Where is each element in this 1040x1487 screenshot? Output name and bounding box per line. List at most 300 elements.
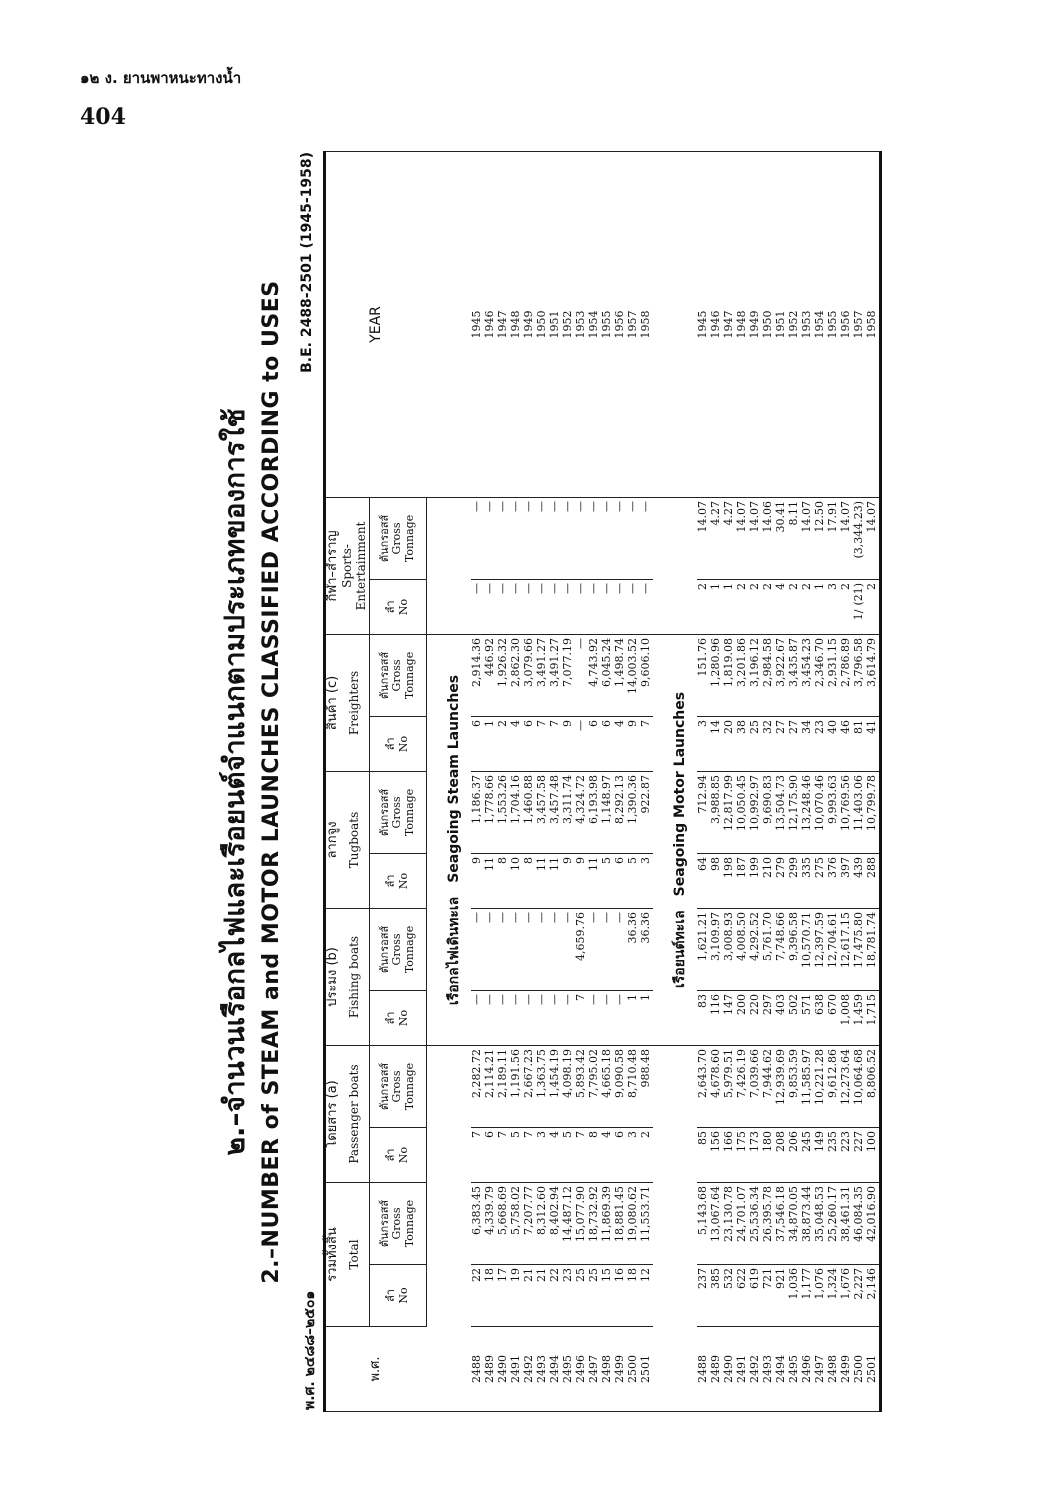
cell-total-no: 21 (521, 1268, 535, 1282)
column-spt-no (697, 579, 881, 634)
title-english: 2.–NUMBER of STEAM and MOTOR LAUNCHES CLASSIFIED ACCORDING to USES (259, 280, 284, 1284)
cell-year: 1949 (521, 310, 535, 339)
column-tug-no (697, 853, 881, 908)
cell-tug-no: 397 (838, 856, 852, 878)
header-sports-th: กีฬา–สำราญ (325, 497, 341, 634)
tug-no-header: ลำ No (369, 853, 426, 908)
cell-pass-gt: 7,426.19 (734, 1048, 748, 1098)
cell-pass-no: 245 (799, 1131, 813, 1152)
cell-tug-gt: 9,690.83 (760, 774, 774, 824)
cell-tug-no: 10 (508, 856, 522, 871)
cell-tug-no: 8 (521, 856, 535, 864)
cell-tug-gt: 8,292.13 (612, 774, 626, 824)
cell-spt-no: 2 (747, 582, 761, 590)
cell-total-no: 18 (625, 1268, 639, 1282)
column-total-gt (471, 1183, 653, 1265)
cell-spt-no: 2 (864, 582, 878, 590)
cell-tug-no: 9 (573, 856, 587, 864)
section-title-english: Seagoing Steam Launches (445, 674, 462, 883)
cell-pass-no: 4 (599, 1131, 613, 1138)
cell-pass-gt: 2,643.70 (695, 1048, 709, 1098)
cell-tug-gt: 13,504.73 (773, 774, 787, 831)
cell-tug-gt: 3,311.74 (560, 774, 574, 824)
cell-tug-no: 9 (560, 856, 574, 864)
cell-frt-no: 2 (495, 719, 509, 727)
cell-spt-gt: 4.27 (708, 500, 722, 526)
cell-year: 1952 (560, 310, 574, 339)
cell-pass-no: 5 (508, 1131, 522, 1138)
fishing-gross-header: ตันกรอสส์ Gross Tonnage (369, 908, 426, 990)
cell-total-no: 921 (773, 1268, 787, 1289)
cell-pass-gt: 2,282.72 (469, 1048, 483, 1098)
cell-fish-no: — (495, 993, 509, 1005)
cell-frt-no: 81 (851, 719, 865, 734)
cell-spt-no: 1 (708, 582, 722, 590)
cell-pass-no: 7 (469, 1131, 483, 1138)
cell-be: 2490 (721, 1355, 735, 1383)
cell-fish-no: 502 (786, 993, 800, 1015)
column-tug-gt (697, 771, 881, 853)
cell-total-gt: 35,048.53 (812, 1186, 826, 1242)
cell-tug-gt: 712.94 (695, 774, 709, 814)
cell-year: 1952 (786, 310, 800, 339)
column-be (697, 1327, 881, 1412)
cell-frt-gt: 151.76 (695, 637, 709, 677)
cell-pass-no: 5 (560, 1131, 574, 1138)
cell-be: 2496 (799, 1355, 813, 1383)
cell-pass-gt: 8,710.48 (625, 1048, 639, 1098)
cell-total-no: 1,324 (825, 1268, 839, 1300)
cell-tug-no: 279 (773, 856, 787, 878)
column-year (697, 151, 881, 497)
cell-frt-gt: 3,796.58 (851, 637, 865, 687)
cell-tug-gt: 1,460.88 (521, 774, 535, 824)
cell-tug-no: 288 (864, 856, 878, 878)
cell-tug-no: 64 (695, 856, 709, 871)
cell-pass-no: 6 (482, 1131, 496, 1138)
column-frt-gt (697, 634, 881, 716)
cell-fish-no: — (599, 993, 613, 1005)
cell-year: 1954 (812, 310, 826, 339)
cell-pass-no: 175 (734, 1131, 748, 1152)
cell-spt-gt: 14.07 (799, 500, 813, 533)
cell-spt-no: 2 (786, 582, 800, 590)
cell-fish-gt: — (547, 911, 561, 923)
cell-spt-gt: — (599, 500, 613, 512)
footnote-mark: 1/ (851, 609, 865, 621)
cell-total-no: 1,676 (838, 1268, 852, 1300)
cell-total-no: 25 (586, 1268, 600, 1282)
cell-pass-gt: 4,098.19 (560, 1048, 574, 1098)
header-total-en: Total (341, 1183, 369, 1327)
cell-tug-no: 6 (612, 856, 626, 864)
cell-total-gt: 37,546.18 (773, 1186, 787, 1242)
cell-total-gt: 5,668.69 (495, 1186, 509, 1235)
column-frt-no (471, 716, 653, 771)
cell-pass-gt: 8,806.52 (864, 1048, 878, 1098)
cell-be: 2495 (786, 1355, 800, 1383)
cell-total-no: 18 (482, 1268, 496, 1282)
cell-be: 2500 (851, 1355, 865, 1383)
cell-be: 2498 (825, 1355, 839, 1383)
cell-fish-gt: 9,396.58 (786, 911, 800, 961)
cell-total-gt: 46,084.35 (851, 1186, 865, 1242)
cell-spt-no: 3 (825, 582, 839, 590)
cell-spt-gt: 14.07 (695, 500, 709, 533)
cell-spt-no: — (560, 582, 574, 594)
cell-year: 1951 (773, 310, 787, 339)
column-pass-gt (697, 1045, 881, 1127)
cell-fish-gt: 36.36 (638, 911, 652, 944)
cell-fish-gt: 12,617.15 (838, 911, 852, 968)
cell-be: 2496 (573, 1355, 587, 1383)
cell-frt-no: 7 (534, 719, 548, 727)
cell-tug-no: 275 (812, 856, 826, 878)
cell-total-gt: 26,395.78 (760, 1186, 774, 1242)
cell-tug-no: 11 (547, 856, 561, 871)
cell-be: 2488 (695, 1355, 709, 1383)
column-fish-no (697, 990, 881, 1045)
cell-spt-no: 2 (838, 582, 852, 590)
period-thai-label: พ.ศ. ๒๔๘๘–๒๕๐๑ (302, 1290, 318, 1410)
cell-frt-no: 6 (521, 719, 535, 727)
cell-total-gt: 34,870.05 (786, 1186, 800, 1242)
fishing-no-header: ลำ No (369, 990, 426, 1045)
total-gross-header: ตันกรอสส์ Gross Tonnage (369, 1183, 426, 1265)
cell-fish-gt: — (586, 911, 600, 923)
cell-total-gt: 5,758.02 (508, 1186, 522, 1235)
cell-frt-gt: 3,922.67 (773, 637, 787, 687)
cell-spt-gt: 30.41 (773, 500, 787, 533)
cell-be: 2492 (747, 1355, 761, 1383)
cell-be: 2488 (469, 1355, 483, 1383)
cell-pass-no: 7 (521, 1131, 535, 1138)
cell-pass-no: 3 (625, 1131, 639, 1138)
cell-tug-no: 439 (851, 856, 865, 878)
cell-fish-no: — (586, 993, 600, 1005)
section-title-thai: เรือกลไฟเดินทะเล (445, 896, 462, 1006)
cell-year: 1958 (638, 310, 652, 339)
cell-tug-gt: 4,324.72 (573, 774, 587, 824)
sports-no-header: ลำ No (369, 579, 426, 634)
cell-fish-no: 297 (760, 993, 774, 1015)
column-pass-gt (471, 1045, 653, 1127)
passenger-gross-header: ตันกรอสส์ Gross Tonnage (369, 1045, 426, 1127)
cell-total-gt: 18,881.45 (612, 1186, 626, 1242)
cell-be: 2494 (773, 1355, 787, 1383)
cell-fish-gt: 7,748.66 (773, 911, 787, 961)
cell-spt-gt: 14.07 (747, 500, 761, 533)
cell-pass-no: 149 (812, 1131, 826, 1152)
cell-total-no: 22 (547, 1268, 561, 1282)
cell-spt-gt: — (547, 500, 561, 512)
cell-spt-gt: 4.27 (721, 500, 735, 526)
cell-tug-gt: 10,769.56 (838, 774, 852, 831)
cell-fish-gt: 12,397.59 (812, 911, 826, 968)
cell-total-no: 19 (508, 1268, 522, 1282)
cell-tug-gt: 13,248.46 (799, 774, 813, 831)
cell-pass-no: 208 (773, 1131, 787, 1152)
cell-pass-gt: 7,795.02 (586, 1048, 600, 1098)
cell-spt-no: 1 (812, 582, 826, 590)
cell-pass-gt: 1,191.56 (508, 1048, 522, 1098)
sports-gross-header: ตันกรอสส์ Gross Tonnage (369, 497, 426, 579)
cell-pass-gt: 2,114.21 (482, 1048, 496, 1098)
cell-fish-no: 116 (708, 993, 722, 1015)
cell-spt-gt: 14.07 (838, 500, 852, 533)
cell-fish-gt: 3,008.93 (721, 911, 735, 961)
cell-fish-gt: 4,008.50 (734, 911, 748, 961)
cell-fish-no: 1 (625, 993, 639, 1001)
cell-spt-no: — (508, 582, 522, 594)
cell-pass-gt: 1,363.75 (534, 1048, 548, 1098)
cell-frt-no: 7 (638, 719, 652, 727)
cell-frt-gt: 3,491.27 (534, 637, 548, 687)
cell-tug-no: 11 (482, 856, 496, 871)
cell-year: 1953 (799, 310, 813, 339)
passenger-no-header: ลำ No (369, 1128, 426, 1183)
cell-pass-gt: 9,612.86 (825, 1048, 839, 1098)
column-total-gt (697, 1183, 881, 1265)
cell-frt-gt: 1,280.96 (708, 637, 722, 687)
cell-fish-gt: — (560, 911, 574, 923)
cell-frt-no: 46 (838, 719, 852, 734)
cell-pass-no: 2 (638, 1131, 652, 1138)
cell-be: 2493 (760, 1355, 774, 1383)
cell-frt-no: 14 (708, 719, 722, 734)
cell-total-gt: 8,312.60 (534, 1186, 548, 1235)
cell-pass-gt: 12,273.64 (838, 1048, 852, 1105)
cell-pass-no: 7 (573, 1131, 587, 1138)
cell-be: 2491 (734, 1355, 748, 1383)
cell-total-no: 17 (495, 1268, 509, 1282)
cell-total-gt: 4,339.79 (482, 1186, 496, 1235)
cell-spt-no: 1 (721, 582, 735, 590)
cell-spt-no: — (573, 582, 587, 594)
cell-frt-gt: 6,045.24 (599, 637, 613, 687)
cell-tug-no: 8 (495, 856, 509, 864)
cell-fish-gt: 1,621.21 (695, 911, 709, 961)
cell-frt-gt: 3,454.23 (799, 637, 813, 687)
cell-frt-gt: 14,003.52 (625, 637, 639, 694)
cell-year: 1955 (599, 310, 613, 339)
cell-be: 2492 (521, 1355, 535, 1383)
cell-year: 1946 (708, 310, 722, 339)
cell-total-no: 622 (734, 1268, 748, 1289)
column-total-no (471, 1265, 653, 1327)
cell-year: 1948 (508, 310, 522, 339)
title-thai: ๒.–จำนวนเรือกลไฟและเรือยนต์จำแนกตามประเภทของการใช้ (218, 408, 251, 1156)
cell-year: 1957 (851, 310, 865, 339)
cell-be: 2499 (612, 1355, 626, 1383)
cell-year: 1946 (482, 310, 496, 339)
cell-total-gt: 42,016.90 (864, 1186, 878, 1242)
section-title-english: Seagoing Motor Launches (671, 691, 688, 897)
cell-frt-no: 32 (760, 719, 774, 734)
column-fish-gt (697, 908, 881, 990)
cell-tug-gt: 1,704.16 (508, 774, 522, 824)
cell-fish-no: — (547, 993, 561, 1005)
cell-frt-gt: 4,743.92 (586, 637, 600, 687)
cell-pass-no: 180 (760, 1131, 774, 1152)
cell-fish-no: — (469, 993, 483, 1005)
cell-spt-no: — (599, 582, 613, 594)
cell-spt-gt: — (573, 500, 587, 512)
cell-frt-no: 23 (812, 719, 826, 734)
header-be: พ.ศ. (325, 1327, 427, 1412)
header-freight-en: Freighters (341, 634, 369, 771)
cell-frt-gt: 3,614.79 (864, 637, 878, 687)
column-frt-no (697, 716, 881, 771)
cell-frt-gt: 3,079.66 (521, 637, 535, 687)
cell-spt-no: 2 (734, 582, 748, 590)
cell-tug-no: 199 (747, 856, 761, 878)
cell-be: 2493 (534, 1355, 548, 1383)
cell-spt-gt: — (638, 500, 652, 512)
cell-pass-no: 166 (721, 1131, 735, 1152)
cell-frt-no: 6 (586, 719, 600, 727)
cell-pass-gt: 11,585.97 (799, 1048, 813, 1105)
cell-frt-gt: 1,498.74 (612, 637, 626, 687)
cell-tug-gt: 6,193.98 (586, 774, 600, 824)
cell-total-no: 2,227 (851, 1268, 865, 1300)
cell-fish-no: 1,008 (838, 993, 852, 1026)
cell-be: 2489 (708, 1355, 722, 1383)
cell-spt-no: 4 (773, 582, 787, 590)
cell-frt-no: — (573, 719, 587, 731)
cell-fish-no: — (521, 993, 535, 1005)
section-title-thai: เรือยนต์ทะเล (671, 910, 688, 989)
cell-fish-no: 1 (638, 993, 652, 1001)
cell-spt-no: — (521, 582, 535, 594)
cell-tug-no: 198 (721, 856, 735, 878)
cell-total-no: 619 (747, 1268, 761, 1289)
cell-spt-gt: 12.50 (812, 500, 826, 533)
cell-fish-gt: — (534, 911, 548, 923)
cell-frt-no: 9 (625, 719, 639, 727)
cell-fish-gt: 12,704.61 (825, 911, 839, 968)
cell-spt-gt: 14.07 (864, 500, 878, 533)
cell-pass-no: 173 (747, 1131, 761, 1152)
cell-spt-no: — (547, 582, 561, 594)
cell-tug-gt: 10,799.78 (864, 774, 878, 831)
cell-pass-gt: 7,039.66 (747, 1048, 761, 1098)
page-number: 404 (80, 104, 126, 130)
cell-tug-gt: 12,817.99 (721, 774, 735, 831)
column-frt-gt (471, 634, 653, 716)
cell-total-gt: 11,553.71 (638, 1186, 652, 1242)
cell-frt-no: 27 (786, 719, 800, 734)
cell-total-no: 1,036 (786, 1268, 800, 1300)
cell-tug-no: 376 (825, 856, 839, 878)
cell-tug-gt: 1,390.36 (625, 774, 639, 824)
cell-year: 1950 (760, 310, 774, 339)
cell-frt-no: 27 (773, 719, 787, 734)
cell-total-gt: 13,067.64 (708, 1186, 722, 1242)
column-tug-gt (471, 771, 653, 853)
cell-fish-gt: 36.36 (625, 911, 639, 944)
cell-tug-no: 5 (599, 856, 613, 864)
column-fish-no (471, 990, 653, 1045)
cell-fish-no: 571 (799, 993, 813, 1015)
section-title-row (653, 151, 697, 1411)
cell-tug-no: 210 (760, 856, 774, 878)
column-fish-gt (471, 908, 653, 990)
cell-frt-gt: 2,914.36 (469, 637, 483, 687)
cell-year: 1951 (547, 310, 561, 339)
launches-table (323, 151, 882, 1412)
cell-total-gt: 8,402.94 (547, 1186, 561, 1235)
cell-tug-no: 5 (625, 856, 639, 864)
cell-fish-gt: — (521, 911, 535, 923)
column-pass-no (697, 1128, 881, 1183)
cell-spt-no: 2 (799, 582, 813, 590)
cell-spt-gt: 17.91 (825, 500, 839, 533)
cell-year: 1956 (838, 310, 852, 339)
cell-frt-gt: 2,786.89 (838, 637, 852, 687)
cell-frt-gt: 2,984.58 (760, 637, 774, 687)
cell-fish-no: 638 (812, 993, 826, 1015)
cell-pass-no: 3 (534, 1131, 548, 1138)
cell-tug-no: 9 (469, 856, 483, 864)
column-pass-no (471, 1128, 653, 1183)
cell-year: 1947 (721, 310, 735, 339)
cell-tug-gt: 1,148.97 (599, 774, 613, 824)
cell-frt-gt: 1,926.32 (495, 637, 509, 687)
cell-fish-gt: — (482, 911, 496, 923)
cell-fish-gt: 17,475.80 (851, 911, 865, 968)
cell-fish-gt: 18,781.74 (864, 911, 878, 968)
cell-pass-no: 235 (825, 1131, 839, 1152)
cell-pass-gt: 2,189.11 (495, 1048, 509, 1098)
titles-block (195, 152, 325, 1412)
cell-tug-gt: 922.87 (638, 774, 652, 814)
cell-frt-gt: — (573, 637, 587, 649)
cell-total-no: 1,076 (812, 1268, 826, 1300)
cell-fish-no: 670 (825, 993, 839, 1015)
header-tug-en: Tugboats (341, 771, 369, 908)
cell-fish-gt: — (599, 911, 613, 923)
cell-pass-gt: 5,893.42 (573, 1048, 587, 1098)
cell-frt-gt: 9,606.10 (638, 637, 652, 687)
cell-fish-gt: — (508, 911, 522, 923)
cell-frt-no: 40 (825, 719, 839, 734)
cell-tug-gt: 12,175.90 (786, 774, 800, 831)
cell-fish-no: 200 (734, 993, 748, 1015)
cell-year: 1954 (586, 310, 600, 339)
table-body (426, 151, 880, 1411)
header-sports-en: Sports-Entertainment (341, 497, 369, 634)
cell-spt-gt: — (482, 500, 496, 512)
cell-pass-gt: 2,667.23 (521, 1048, 535, 1098)
cell-total-no: 15 (599, 1268, 613, 1282)
cell-year: 1948 (734, 310, 748, 339)
cell-total-no: 25 (573, 1268, 587, 1282)
cell-be: 2495 (560, 1355, 574, 1383)
cell-frt-no: 4 (508, 719, 522, 727)
header-fishing-th: ประมง (b) (325, 908, 341, 1045)
cell-spt-no: — (534, 582, 548, 594)
column-total-no (697, 1265, 881, 1327)
cell-fish-no: 1,459 (851, 993, 865, 1026)
cell-frt-no: 6 (599, 719, 613, 727)
column-tug-no (471, 853, 653, 908)
column-be (471, 1327, 653, 1412)
cell-pass-gt: 988.48 (638, 1048, 652, 1088)
cell-spt-no: — (612, 582, 626, 594)
cell-total-gt: 11,869.39 (599, 1186, 613, 1242)
cell-spt-gt: — (534, 500, 548, 512)
